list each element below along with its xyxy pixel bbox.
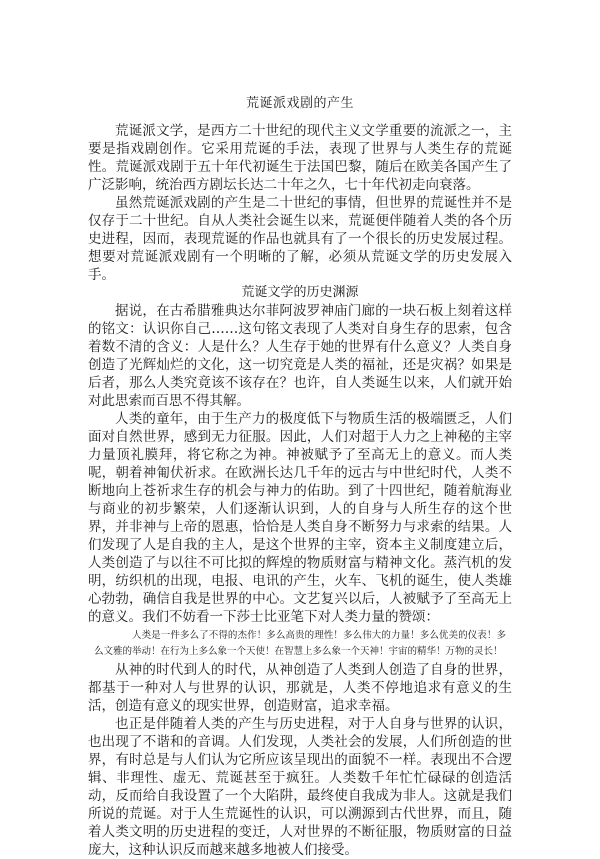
- document-body: [88, 122, 512, 859]
- document-title: 荒诞派戏剧的产生: [245, 96, 354, 111]
- paragraph: 据说，在古希腊雅典达尔菲阿波罗神庙门廊的一块石板上刻着这样的铭文：认识你自己……这句铭文表现了人类对自身生存的思索，包含着数不清的含义：人是什么？人生存于她的世界有什么意义？人类自身创造了光辉灿烂的文化，这一切究竟是人类的福祉，还是灾祸？如果是后者，那么人类究竟该不该存在？也许，自人类诞生以来，人们就开始对此思索而百思不得其解。: [88, 303, 512, 409]
- shakespeare-quote: [88, 628, 512, 660]
- paragraph: 荒诞派文学，是西方二十世纪的现代主义文学重要的流派之一，主要是指戏剧创作。它采用荒诞的手法，表现了世界与人类生存的荒诞性。荒诞派戏剧于五十年代初诞生于法国巴黎，随后在欧美各国产生了广泛影响，统治西方剧坛长达二十年之久，七十年代初走向衰落。: [88, 123, 512, 193]
- paragraph: 虽然荒诞派戏剧的产生是二十世纪的事情，但世界的荒诞性并不是仅存于二十世纪。自从人类社会诞生以来，荒诞便伴随着人类的各个历史进程，因而，表现荒诞的作品也就具有了一个很长的历史发展过程。想要对荒诞派戏剧有一个明晰的了解，必须从荒诞文学的历史发展入手。: [88, 195, 512, 283]
- quote-text: 人类是一件多么了不得的杰作！多么高贵的理性！多么伟大的力量！多么优美的仪表！多么文雅的举动！在行为上多么象一个天使！在智慧上多么象一个天神！宇宙的精华！万物的灵长！: [94, 630, 506, 657]
- paragraph: 从神的时代到人的时代，从神创造了人类到人创造了自身的世界，都基于一种对人与世界的认识，那就是，人类不停地追求有意义的生活，创造有意义的现实世界，创造财富，追求幸福。: [88, 662, 512, 714]
- paragraph: 也正是伴随着人类的产生与历史进程，对于人自身与世界的认识，也出现了不谐和的音调。人们发现，人类社会的发展，人们所创造的世界，有时总是与人们认为它所应该呈现出的面貌不一样。表现出不合逻辑、非理性、虚无、荒诞甚至于疯狂。人类数千年忙忙碌碌的创造活动，反而给自我设置了一个大陷阱，最终使自我成为非人。这就是我们所说的荒诞。对于人生荒诞性的认识，可以溯源到古代世界，而且，随着人类文明的历史进程的变迁，人对世界的不断征服，物质财富的日益庞大，这种认识反而越来越多地被人们接受。: [88, 716, 512, 858]
- paragraph: 人类的童年，由于生产力的极度低下与物质生活的极端匮乏，人们面对自然世界，感到无力征服。因此，人们对超于人力之上神秘的主宰力量顶礼膜拜，将它称之为神。神被赋予了至高无上的意义。而人类呢，朝着神匍伏祈求。在欧洲长达几千年的远古与中世纪时代，人类不断地向上苍祈求生存的机会与神力的佑助。到了十四世纪，随着航海业与商业的初步繁荣，人们逐渐认识到，人的自身与人所生存的这个世界，并非神与上帝的恩惠，恰恰是人类自身不断努力与求索的结果。人们发现了人是自我的主人，是这个世界的主宰，资本主义制度建立后，人类创造了与以往不可比拟的辉煌的物质财富与精神文化。蒸汽机的发明，纺织机的出现，电报、电讯的产生，火车、飞机的诞生，使人类雄心勃勃，确信自我是世界的中心。文艺复兴以后，人被赋予了至高无上的意义。我们不妨看一下莎士比亚笔下对人类力量的赞颂：: [88, 411, 512, 625]
- section-title: 荒诞文学的历史渊源: [241, 285, 359, 300]
